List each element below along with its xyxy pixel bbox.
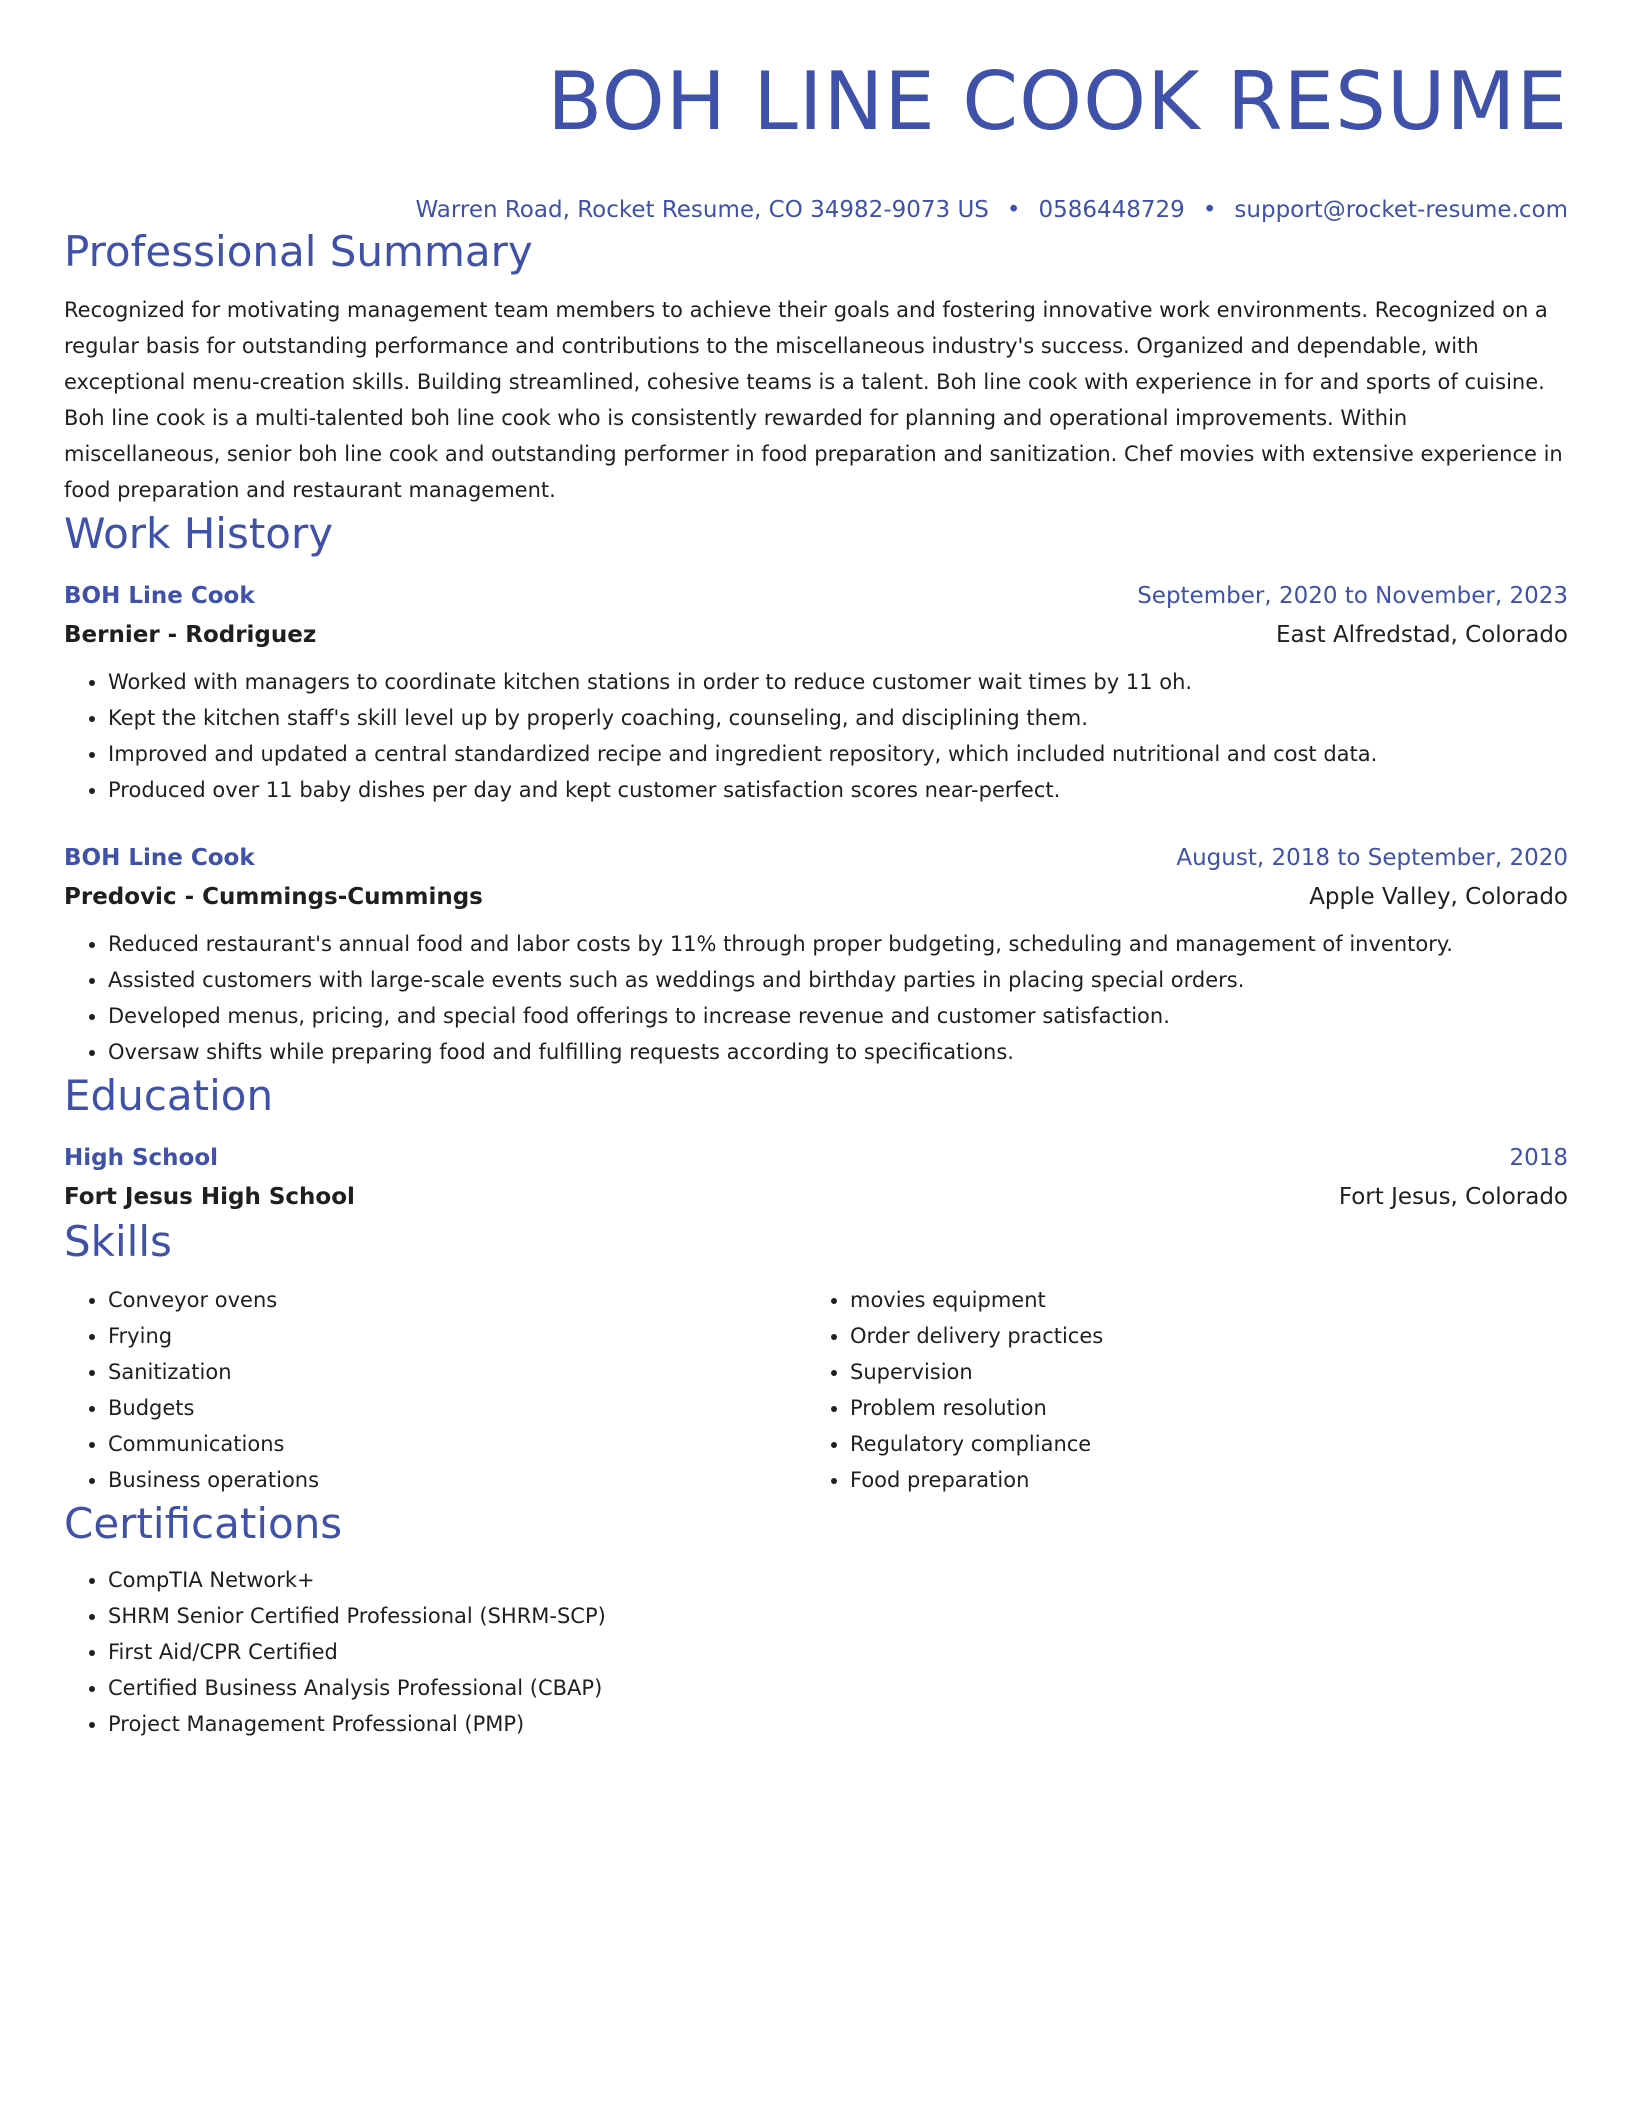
job-role: BOH Line Cook (64, 845, 255, 871)
education-header (64, 1138, 1568, 1178)
certification-item: • First Aid/CPR Certified (108, 1634, 1568, 1670)
skills-heading: Skills (64, 1217, 172, 1266)
skill-item: • Budgets (108, 1390, 806, 1426)
certifications-heading: Certifications (64, 1499, 343, 1548)
skill-item: • Supervision (850, 1354, 1548, 1390)
skill-item: • Order delivery practices (850, 1318, 1548, 1354)
contact-line (64, 194, 1568, 226)
job-entry (64, 838, 1568, 1070)
education-degree: High School (64, 1145, 219, 1171)
contact-phone: 0586448729 (1038, 197, 1185, 223)
job-bullet: • Developed menus, pricing, and special food offerings to increase revenue and customer satisfaction. (108, 998, 1568, 1034)
work-history-heading: Work History (64, 509, 334, 558)
job-bullets (64, 664, 1568, 808)
job-company: Bernier - Rodriguez (64, 622, 317, 648)
job-header (64, 576, 1568, 616)
skill-item: • Problem resolution (850, 1390, 1548, 1426)
skill-item: • Business operations (108, 1462, 806, 1498)
certification-item: • Certified Business Analysis Professional (CBAP) (108, 1670, 1568, 1706)
skill-item: • Communications (108, 1426, 806, 1462)
job-subheader (64, 878, 1568, 916)
education-school: Fort Jesus High School (64, 1184, 355, 1210)
certifications-list (64, 1562, 1568, 1742)
skill-item: • Food preparation (850, 1462, 1548, 1498)
job-bullet: • Worked with managers to coordinate kitchen stations in order to reduce customer wait times by 11 oh. (108, 664, 1568, 700)
job-company: Predovic - Cummings-Cummings (64, 884, 483, 910)
job-bullet: • Reduced restaurant's annual food and labor costs by 11% through proper budgeting, scheduling and management of inventory. (108, 926, 1568, 962)
skill-item: • Sanitization (108, 1354, 806, 1390)
job-location: East Alfredstad, Colorado (1276, 622, 1568, 648)
skill-item: • movies equipment (850, 1282, 1548, 1318)
certification-item: • Project Management Professional (PMP) (108, 1706, 1568, 1742)
job-entry (64, 576, 1568, 808)
education-location: Fort Jesus, Colorado (1338, 1184, 1568, 1210)
job-bullet: • Produced over 11 baby dishes per day and kept customer satisfaction scores near-perfect. (108, 772, 1568, 808)
skill-item: • Frying (108, 1318, 806, 1354)
certification-item: • CompTIA Network+ (108, 1562, 1568, 1598)
skills-list-right (806, 1282, 1548, 1498)
certification-item: • SHRM Senior Certified Professional (SHRM-SCP) (108, 1598, 1568, 1634)
skills-list-left (64, 1282, 806, 1498)
job-bullet: • Kept the kitchen staff's skill level up by properly coaching, counseling, and disciplining them. (108, 700, 1568, 736)
contact-separator: • (1006, 197, 1021, 223)
skill-item: • Conveyor ovens (108, 1282, 806, 1318)
education-entry (64, 1138, 1568, 1216)
job-subheader (64, 616, 1568, 654)
contact-separator: • (1202, 197, 1217, 223)
contact-address: Warren Road, Rocket Resume, CO 34982-9073 US (415, 197, 989, 223)
job-bullet: • Improved and updated a central standardized recipe and ingredient repository, which included nutritional and cost data. (108, 736, 1568, 772)
skills-columns (64, 1282, 1568, 1498)
job-bullet: • Assisted customers with large-scale events such as weddings and birthday parties in placing special orders. (108, 962, 1568, 998)
summary-text: Recognized for motivating management team members to achieve their goals and fostering innovative work environments. Recognized on a regular basis for outstanding performance and contributions to the miscellaneous industry's success. Organized and dependable, with exceptional menu-creation skills. Building streamlined, cohesive teams is a talent. Boh line cook with experience in for and sports of cuisine. Boh line cook is a multi-talented boh line cook who is consistently rewarded for planning and operational improvements. Within miscellaneous, senior boh line cook and outstanding performer in food preparation and sanitization. Chef movies with extensive experience in food preparation and restaurant management. (64, 298, 1563, 502)
job-dates: August, 2018 to September, 2020 (1176, 845, 1568, 871)
job-header (64, 838, 1568, 878)
job-bullet: • Oversaw shifts while preparing food and fulfilling requests according to specifications. (108, 1034, 1568, 1070)
education-year: 2018 (1509, 1145, 1568, 1171)
skill-item: • Regulatory compliance (850, 1426, 1548, 1462)
education-heading: Education (64, 1071, 274, 1120)
resume-title: BOH LINE COOK RESUME (547, 55, 1568, 148)
job-bullets (64, 926, 1568, 1070)
summary-heading: Professional Summary (64, 227, 533, 276)
job-role: BOH Line Cook (64, 583, 255, 609)
job-dates: September, 2020 to November, 2023 (1137, 583, 1568, 609)
education-subheader (64, 1178, 1568, 1216)
job-location: Apple Valley, Colorado (1309, 884, 1568, 910)
contact-email: support@rocket-resume.com (1234, 197, 1568, 223)
